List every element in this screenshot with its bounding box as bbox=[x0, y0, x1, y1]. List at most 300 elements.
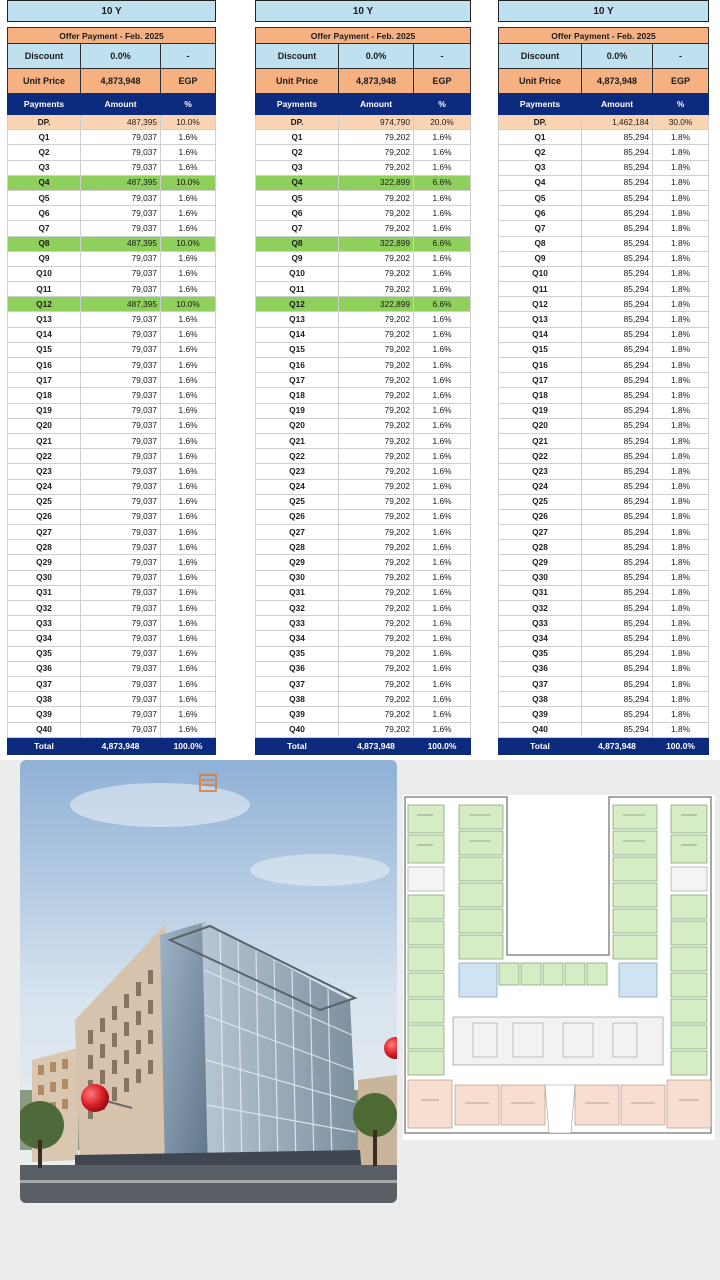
installment-row bbox=[8, 388, 216, 403]
down-payment-row bbox=[499, 115, 709, 130]
payment-label: Q23 bbox=[499, 464, 582, 479]
payment-percent: 1.6% bbox=[161, 312, 216, 327]
payment-amount: 79,202 bbox=[339, 479, 414, 494]
payment-percent: 1.6% bbox=[161, 130, 216, 145]
payment-amount: 85,294 bbox=[582, 676, 653, 691]
payment-percent: 1.8% bbox=[653, 190, 709, 205]
payment-amount: 79,037 bbox=[81, 616, 161, 631]
total-label: Total bbox=[256, 737, 339, 754]
payment-percent: 1.6% bbox=[414, 342, 471, 357]
payment-percent: 1.6% bbox=[161, 342, 216, 357]
installment-row bbox=[499, 145, 709, 160]
total-percent: 100.0% bbox=[161, 737, 216, 754]
payment-label: Q9 bbox=[8, 251, 81, 266]
installment-row bbox=[8, 464, 216, 479]
payment-percent: 1.6% bbox=[414, 312, 471, 327]
payment-amount: 85,294 bbox=[582, 297, 653, 312]
payment-label: Q17 bbox=[499, 373, 582, 388]
payment-amount: 79,202 bbox=[339, 312, 414, 327]
installment-row bbox=[256, 601, 471, 616]
payment-amount: 85,294 bbox=[582, 540, 653, 555]
installment-row bbox=[8, 494, 216, 509]
payment-percent: 1.8% bbox=[653, 585, 709, 600]
payment-label: Q23 bbox=[8, 464, 81, 479]
payment-amount: 79,202 bbox=[339, 707, 414, 722]
payment-label: Q37 bbox=[256, 676, 339, 691]
payment-label: Q12 bbox=[499, 297, 582, 312]
payment-percent: 1.6% bbox=[161, 221, 216, 236]
payment-percent: 1.8% bbox=[653, 464, 709, 479]
payment-amount: 79,202 bbox=[339, 403, 414, 418]
installment-rows bbox=[256, 115, 471, 738]
payment-amount: 79,202 bbox=[339, 464, 414, 479]
payment-percent: 1.8% bbox=[653, 646, 709, 661]
payment-amount: 487,395 bbox=[81, 175, 161, 190]
unit-price-value: 4,873,948 bbox=[81, 69, 161, 94]
payment-amount: 85,294 bbox=[582, 509, 653, 524]
installment-row bbox=[499, 373, 709, 388]
installment-row bbox=[256, 722, 471, 737]
payment-label: Q11 bbox=[499, 282, 582, 297]
payment-amount: 85,294 bbox=[582, 646, 653, 661]
discount-value: 0.0% bbox=[339, 44, 414, 69]
payment-percent: 1.6% bbox=[161, 661, 216, 676]
payment-amount: 79,202 bbox=[339, 540, 414, 555]
payment-label: Q15 bbox=[499, 342, 582, 357]
installment-row bbox=[256, 190, 471, 205]
payment-percent: 1.8% bbox=[653, 403, 709, 418]
payment-label: Q12 bbox=[256, 297, 339, 312]
payment-percent: 1.8% bbox=[653, 358, 709, 373]
installment-row bbox=[499, 585, 709, 600]
installment-row bbox=[8, 130, 216, 145]
payment-percent: 1.8% bbox=[653, 479, 709, 494]
payment-label: Q33 bbox=[499, 616, 582, 631]
floor-plan-image bbox=[403, 795, 715, 1140]
installment-row bbox=[8, 175, 216, 190]
payment-label: Q24 bbox=[499, 479, 582, 494]
installment-row bbox=[256, 297, 471, 312]
payment-label: Q12 bbox=[8, 297, 81, 312]
payment-percent: 1.6% bbox=[161, 555, 216, 570]
payment-percent: 1.8% bbox=[653, 601, 709, 616]
payment-percent: 1.6% bbox=[414, 358, 471, 373]
payment-amount: 85,294 bbox=[582, 494, 653, 509]
payment-percent: 1.6% bbox=[161, 707, 216, 722]
payment-label: Q40 bbox=[256, 722, 339, 737]
payment-label: Q2 bbox=[256, 145, 339, 160]
total-label: Total bbox=[499, 737, 582, 754]
header-amount: Amount bbox=[339, 94, 414, 115]
payment-label: Q29 bbox=[499, 555, 582, 570]
payment-label: Q37 bbox=[8, 676, 81, 691]
installment-row bbox=[8, 676, 216, 691]
payment-percent: 1.8% bbox=[653, 251, 709, 266]
installment-row bbox=[8, 525, 216, 540]
payment-label: Q10 bbox=[256, 266, 339, 281]
payment-percent: 1.6% bbox=[161, 601, 216, 616]
installment-row bbox=[8, 190, 216, 205]
payment-label: Q13 bbox=[8, 312, 81, 327]
payment-percent: 1.8% bbox=[653, 692, 709, 707]
installment-row bbox=[499, 494, 709, 509]
payment-label: Q30 bbox=[256, 570, 339, 585]
payment-amount: 79,037 bbox=[81, 692, 161, 707]
payment-label: Q22 bbox=[8, 449, 81, 464]
payment-amount: 79,037 bbox=[81, 646, 161, 661]
discount-value: 0.0% bbox=[582, 44, 653, 69]
payment-label: Q33 bbox=[256, 616, 339, 631]
payment-label: DP. bbox=[256, 115, 339, 130]
payment-percent: 1.6% bbox=[161, 525, 216, 540]
installment-row bbox=[256, 327, 471, 342]
payment-percent: 1.8% bbox=[653, 509, 709, 524]
header-amount: Amount bbox=[582, 94, 653, 115]
payment-percent: 1.8% bbox=[653, 266, 709, 281]
payment-amount: 79,202 bbox=[339, 433, 414, 448]
header-percent: % bbox=[414, 94, 471, 115]
payment-amount: 79,037 bbox=[81, 418, 161, 433]
payment-label: Q8 bbox=[499, 236, 582, 251]
installment-row bbox=[499, 130, 709, 145]
installment-row bbox=[8, 661, 216, 676]
payment-percent: 1.6% bbox=[414, 692, 471, 707]
payment-percent: 1.8% bbox=[653, 494, 709, 509]
payment-label: Q14 bbox=[499, 327, 582, 342]
payment-percent: 1.6% bbox=[414, 403, 471, 418]
payment-label: Q11 bbox=[8, 282, 81, 297]
payment-amount: 79,202 bbox=[339, 570, 414, 585]
installment-row bbox=[499, 509, 709, 524]
payment-percent: 6.6% bbox=[414, 175, 471, 190]
installment-row bbox=[256, 449, 471, 464]
payment-percent: 1.6% bbox=[414, 145, 471, 160]
installment-row bbox=[256, 540, 471, 555]
unit-price-currency: EGP bbox=[161, 69, 216, 94]
header-payments: Payments bbox=[8, 94, 81, 115]
payment-percent: 1.6% bbox=[161, 145, 216, 160]
payment-percent: 1.8% bbox=[653, 160, 709, 175]
payment-amount: 85,294 bbox=[582, 433, 653, 448]
header-payments: Payments bbox=[256, 94, 339, 115]
payment-percent: 1.6% bbox=[414, 707, 471, 722]
payment-amount: 85,294 bbox=[582, 707, 653, 722]
payment-percent: 1.8% bbox=[653, 373, 709, 388]
payment-label: Q36 bbox=[499, 661, 582, 676]
installment-row bbox=[499, 266, 709, 281]
payment-label: Q30 bbox=[499, 570, 582, 585]
installment-rows bbox=[499, 115, 709, 738]
installment-row bbox=[256, 418, 471, 433]
payment-percent: 1.6% bbox=[414, 722, 471, 737]
installment-row bbox=[499, 555, 709, 570]
payment-percent: 1.8% bbox=[653, 297, 709, 312]
installment-row bbox=[499, 297, 709, 312]
payment-label: Q30 bbox=[8, 570, 81, 585]
payment-amount: 79,037 bbox=[81, 540, 161, 555]
payment-percent: 1.6% bbox=[161, 266, 216, 281]
installment-row bbox=[499, 358, 709, 373]
installment-row bbox=[499, 327, 709, 342]
payment-label: Q13 bbox=[499, 312, 582, 327]
payment-percent: 1.8% bbox=[653, 661, 709, 676]
payment-label: Q5 bbox=[8, 190, 81, 205]
installment-row bbox=[499, 342, 709, 357]
payment-amount: 85,294 bbox=[582, 479, 653, 494]
payment-amount: 79,202 bbox=[339, 190, 414, 205]
installment-row bbox=[8, 312, 216, 327]
payment-label: Q7 bbox=[256, 221, 339, 236]
payment-label: Q19 bbox=[499, 403, 582, 418]
installment-row bbox=[8, 707, 216, 722]
discount-label: Discount bbox=[499, 44, 582, 69]
payment-amount: 85,294 bbox=[582, 585, 653, 600]
payment-percent: 1.6% bbox=[161, 722, 216, 737]
installment-row bbox=[256, 661, 471, 676]
payment-label: Q3 bbox=[499, 160, 582, 175]
payment-amount: 85,294 bbox=[582, 555, 653, 570]
payment-label: Q17 bbox=[8, 373, 81, 388]
installment-row bbox=[499, 403, 709, 418]
payment-amount: 85,294 bbox=[582, 190, 653, 205]
installment-row bbox=[499, 616, 709, 631]
installment-row bbox=[499, 692, 709, 707]
installment-row bbox=[256, 403, 471, 418]
payment-amount: 487,395 bbox=[81, 236, 161, 251]
payment-label: Q3 bbox=[8, 160, 81, 175]
payment-amount: 79,202 bbox=[339, 585, 414, 600]
payment-amount: 79,037 bbox=[81, 342, 161, 357]
installment-row bbox=[256, 130, 471, 145]
payment-percent: 1.6% bbox=[414, 585, 471, 600]
payment-label: Q16 bbox=[8, 358, 81, 373]
payment-amount: 85,294 bbox=[582, 145, 653, 160]
payment-label: Q37 bbox=[499, 676, 582, 691]
payment-label: Q34 bbox=[8, 631, 81, 646]
payment-amount: 79,037 bbox=[81, 266, 161, 281]
payment-label: Q3 bbox=[256, 160, 339, 175]
payment-amount: 79,202 bbox=[339, 676, 414, 691]
payment-amount: 79,037 bbox=[81, 433, 161, 448]
payment-amount: 322,899 bbox=[339, 297, 414, 312]
installment-row bbox=[8, 479, 216, 494]
installment-row bbox=[8, 373, 216, 388]
payment-percent: 1.8% bbox=[653, 312, 709, 327]
installment-row bbox=[499, 206, 709, 221]
payment-amount: 79,037 bbox=[81, 130, 161, 145]
payment-percent: 1.6% bbox=[161, 646, 216, 661]
payment-amount: 79,202 bbox=[339, 221, 414, 236]
payment-label: Q22 bbox=[256, 449, 339, 464]
payment-amount: 79,037 bbox=[81, 525, 161, 540]
payment-amount: 85,294 bbox=[582, 373, 653, 388]
installment-row bbox=[8, 585, 216, 600]
installment-row bbox=[8, 570, 216, 585]
payment-percent: 1.6% bbox=[414, 555, 471, 570]
payment-percent: 1.8% bbox=[653, 616, 709, 631]
installment-row bbox=[256, 433, 471, 448]
payment-amount: 974,790 bbox=[339, 115, 414, 130]
payment-amount: 79,202 bbox=[339, 494, 414, 509]
down-payment-row bbox=[256, 115, 471, 130]
payment-amount: 79,202 bbox=[339, 358, 414, 373]
payment-label: Q9 bbox=[499, 251, 582, 266]
header-percent: % bbox=[161, 94, 216, 115]
payment-label: Q7 bbox=[8, 221, 81, 236]
installment-row bbox=[499, 540, 709, 555]
payment-amount: 79,037 bbox=[81, 206, 161, 221]
payment-amount: 85,294 bbox=[582, 327, 653, 342]
payment-amount: 79,037 bbox=[81, 494, 161, 509]
payment-label: Q2 bbox=[499, 145, 582, 160]
payment-label: Q39 bbox=[256, 707, 339, 722]
installment-row bbox=[8, 601, 216, 616]
payment-label: Q28 bbox=[256, 540, 339, 555]
payment-label: Q8 bbox=[8, 236, 81, 251]
plan-title: 10 Y bbox=[499, 1, 709, 22]
payment-label: Q7 bbox=[499, 221, 582, 236]
payment-percent: 1.6% bbox=[414, 266, 471, 281]
payment-label: Q32 bbox=[8, 601, 81, 616]
total-amount: 4,873,948 bbox=[339, 737, 414, 754]
discount-label: Discount bbox=[8, 44, 81, 69]
payment-label: Q16 bbox=[499, 358, 582, 373]
unit-price-currency: EGP bbox=[414, 69, 471, 94]
header-amount: Amount bbox=[81, 94, 161, 115]
payment-amount: 79,037 bbox=[81, 327, 161, 342]
total-percent: 100.0% bbox=[414, 737, 471, 754]
installment-row bbox=[8, 631, 216, 646]
installment-row bbox=[256, 631, 471, 646]
installment-row bbox=[256, 175, 471, 190]
payment-label: Q39 bbox=[8, 707, 81, 722]
installment-row bbox=[8, 509, 216, 524]
payment-label: Q21 bbox=[499, 433, 582, 448]
payment-percent: 1.6% bbox=[414, 388, 471, 403]
payment-amount: 79,202 bbox=[339, 206, 414, 221]
payment-percent: 1.6% bbox=[161, 282, 216, 297]
installment-row bbox=[256, 555, 471, 570]
payment-percent: 1.6% bbox=[161, 494, 216, 509]
payment-label: Q26 bbox=[499, 509, 582, 524]
payment-label: Q8 bbox=[256, 236, 339, 251]
payment-percent: 6.6% bbox=[414, 236, 471, 251]
installment-row bbox=[256, 312, 471, 327]
installment-row bbox=[8, 616, 216, 631]
payment-percent: 1.8% bbox=[653, 145, 709, 160]
installment-row bbox=[499, 570, 709, 585]
installment-row bbox=[499, 676, 709, 691]
payment-amount: 85,294 bbox=[582, 418, 653, 433]
payment-label: Q24 bbox=[8, 479, 81, 494]
payment-label: Q2 bbox=[8, 145, 81, 160]
payment-percent: 1.8% bbox=[653, 433, 709, 448]
payment-percent: 1.8% bbox=[653, 570, 709, 585]
payment-percent: 10.0% bbox=[161, 115, 216, 130]
installment-row bbox=[8, 722, 216, 737]
payment-percent: 1.6% bbox=[161, 540, 216, 555]
payment-label: Q6 bbox=[8, 206, 81, 221]
payment-label: Q4 bbox=[499, 175, 582, 190]
payment-label: Q18 bbox=[499, 388, 582, 403]
payment-plan-table-1 bbox=[7, 0, 216, 755]
payment-amount: 79,037 bbox=[81, 373, 161, 388]
offer-label: Offer Payment - Feb. 2025 bbox=[499, 28, 709, 44]
header-percent: % bbox=[653, 94, 709, 115]
payment-label: Q20 bbox=[8, 418, 81, 433]
payment-percent: 1.6% bbox=[161, 327, 216, 342]
payment-amount: 79,037 bbox=[81, 221, 161, 236]
payment-label: Q20 bbox=[499, 418, 582, 433]
payment-label: Q33 bbox=[8, 616, 81, 631]
payment-percent: 1.8% bbox=[653, 418, 709, 433]
payment-label: Q4 bbox=[8, 175, 81, 190]
installment-row bbox=[256, 373, 471, 388]
payment-percent: 1.8% bbox=[653, 525, 709, 540]
installment-row bbox=[256, 358, 471, 373]
payment-amount: 79,037 bbox=[81, 160, 161, 175]
payment-label: Q23 bbox=[256, 464, 339, 479]
payment-label: Q29 bbox=[8, 555, 81, 570]
payment-amount: 85,294 bbox=[582, 175, 653, 190]
installment-row bbox=[256, 479, 471, 494]
payment-label: Q10 bbox=[499, 266, 582, 281]
installment-row bbox=[499, 433, 709, 448]
plan-title: 10 Y bbox=[256, 1, 471, 22]
payment-label: Q32 bbox=[499, 601, 582, 616]
payment-percent: 1.6% bbox=[414, 509, 471, 524]
payment-label: Q40 bbox=[499, 722, 582, 737]
payment-label: Q6 bbox=[256, 206, 339, 221]
payment-amount: 79,037 bbox=[81, 707, 161, 722]
discount-value: 0.0% bbox=[81, 44, 161, 69]
installment-row bbox=[499, 160, 709, 175]
payment-label: Q14 bbox=[8, 327, 81, 342]
payment-label: Q25 bbox=[499, 494, 582, 509]
unit-price-value: 4,873,948 bbox=[339, 69, 414, 94]
payment-percent: 1.6% bbox=[161, 631, 216, 646]
payment-label: Q27 bbox=[256, 525, 339, 540]
installment-row bbox=[499, 388, 709, 403]
payment-amount: 79,202 bbox=[339, 661, 414, 676]
installment-rows bbox=[8, 115, 216, 738]
payment-amount: 79,037 bbox=[81, 570, 161, 585]
installment-row bbox=[499, 601, 709, 616]
payment-label: Q5 bbox=[499, 190, 582, 205]
payment-percent: 1.6% bbox=[161, 358, 216, 373]
installment-row bbox=[8, 282, 216, 297]
payment-label: DP. bbox=[499, 115, 582, 130]
payment-percent: 1.6% bbox=[414, 494, 471, 509]
payment-percent: 10.0% bbox=[161, 175, 216, 190]
offer-label: Offer Payment - Feb. 2025 bbox=[8, 28, 216, 44]
payment-percent: 1.6% bbox=[414, 631, 471, 646]
payment-percent: 1.8% bbox=[653, 631, 709, 646]
payment-label: Q5 bbox=[256, 190, 339, 205]
installment-row bbox=[256, 616, 471, 631]
payment-label: Q1 bbox=[8, 130, 81, 145]
payment-amount: 79,037 bbox=[81, 479, 161, 494]
payment-amount: 79,202 bbox=[339, 631, 414, 646]
installment-row bbox=[256, 236, 471, 251]
building-render-image bbox=[20, 760, 397, 1203]
payment-amount: 1,462,184 bbox=[582, 115, 653, 130]
installment-row bbox=[499, 236, 709, 251]
payment-amount: 85,294 bbox=[582, 388, 653, 403]
payment-percent: 1.8% bbox=[653, 327, 709, 342]
payment-label: Q22 bbox=[499, 449, 582, 464]
payment-percent: 1.6% bbox=[161, 373, 216, 388]
